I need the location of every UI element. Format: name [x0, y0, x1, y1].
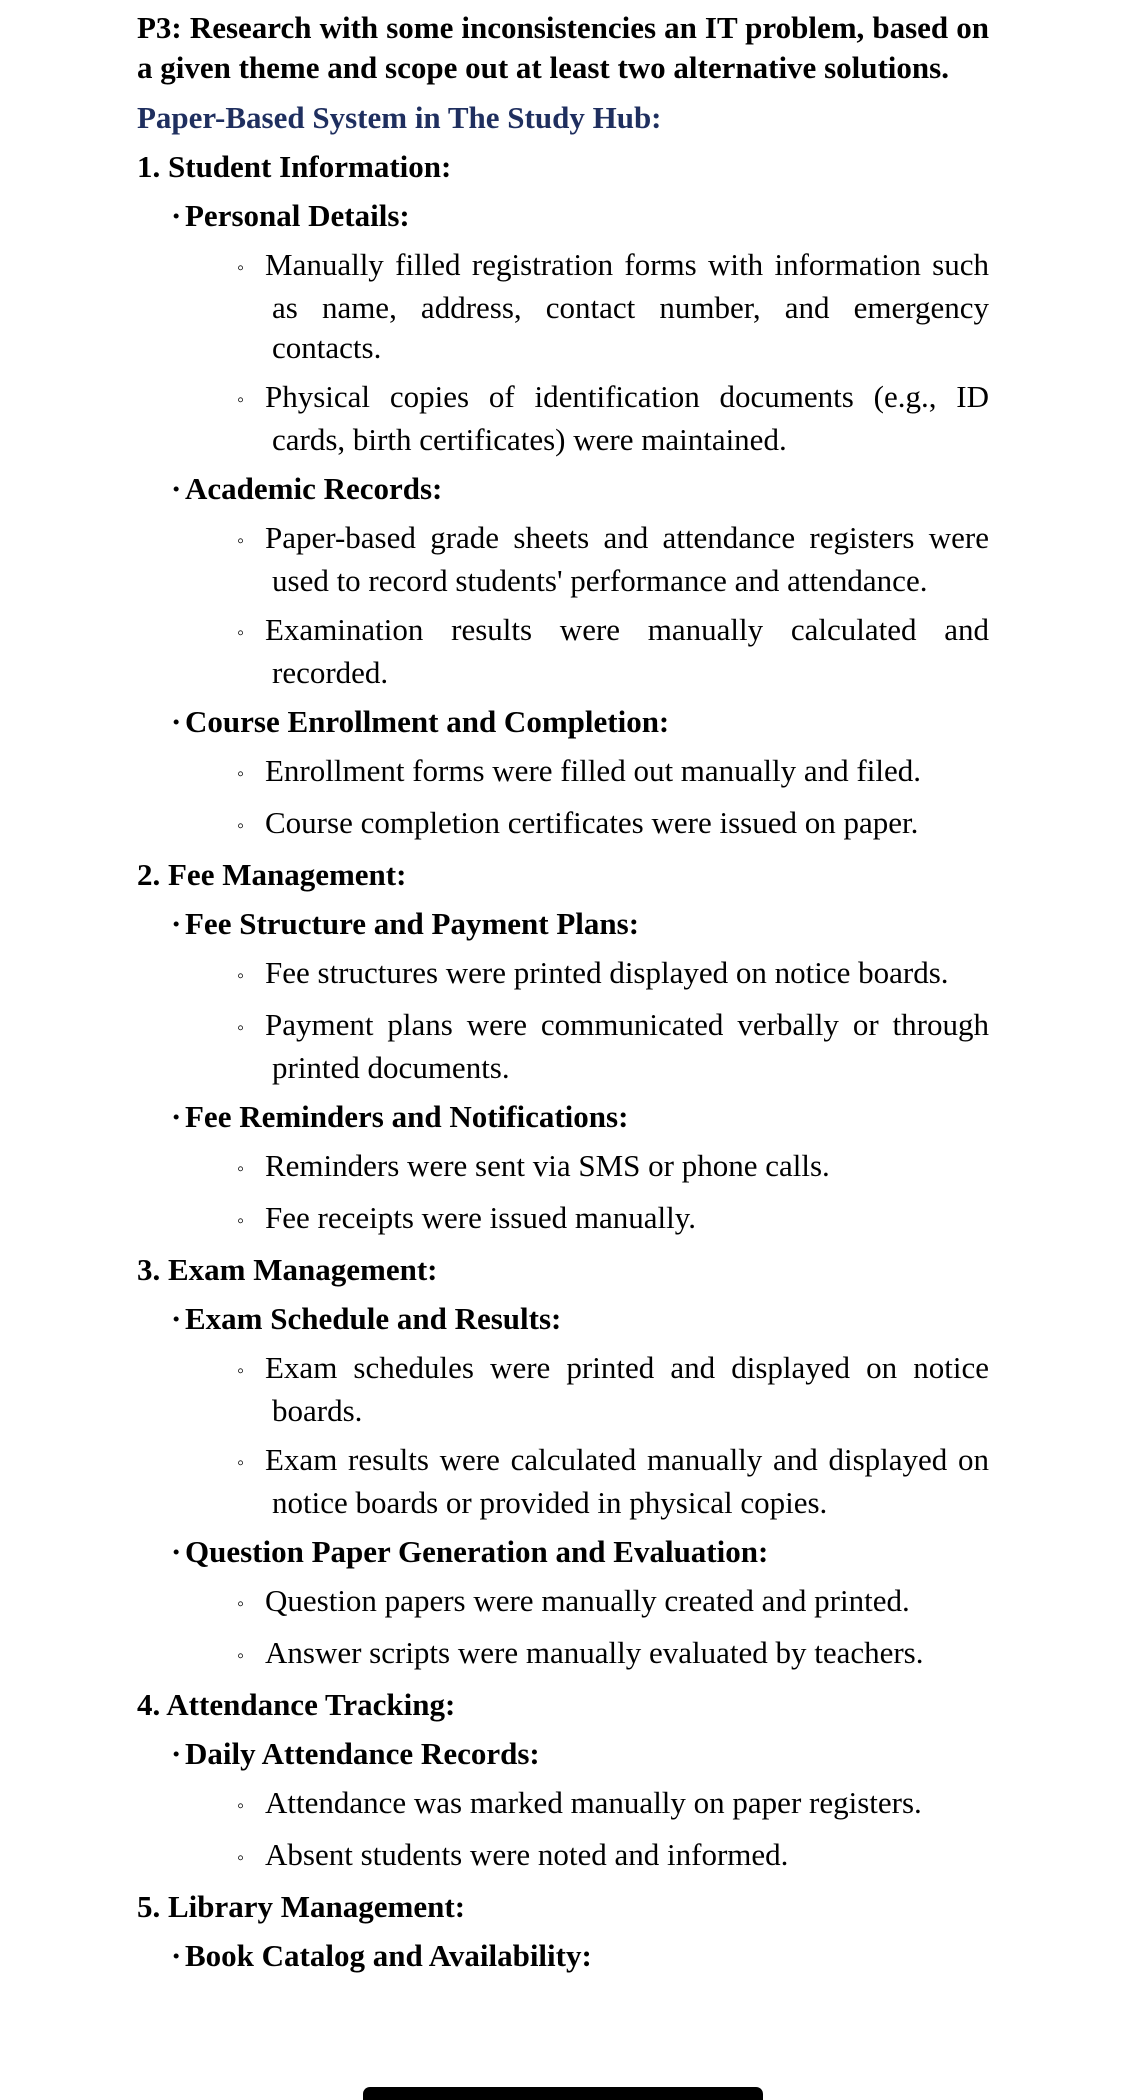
circle-bullet-icon: ◦: [237, 1360, 245, 1382]
list-item-text: Question papers were manually created and printed.: [265, 1583, 910, 1618]
list-item-text: Answer scripts were manually evaluated by teachers.: [265, 1635, 924, 1670]
subsection-label: Personal Details:: [185, 198, 410, 233]
list-item: [237, 1348, 989, 1431]
section-title: 1. Student Information:: [137, 149, 452, 184]
subsection-heading: [171, 1097, 989, 1137]
circle-bullet-icon: ◦: [237, 815, 245, 837]
list-item: [237, 1581, 989, 1624]
circle-bullet-icon: ◦: [237, 1593, 245, 1615]
bullet-icon: ·: [171, 906, 182, 941]
list-item-text: Exam schedules were printed and displayed on notice boards.: [265, 1350, 989, 1428]
section-title: 3. Exam Management:: [137, 1252, 438, 1287]
document-page: [137, 8, 989, 1985]
circle-bullet-icon: ◦: [237, 1158, 245, 1180]
circle-bullet-icon: ◦: [237, 1795, 245, 1817]
subsection-label: Fee Reminders and Notifications:: [185, 1099, 629, 1134]
subsection-label: Academic Records:: [185, 471, 443, 506]
circle-bullet-icon: ◦: [237, 1017, 245, 1039]
list-item: [237, 610, 989, 693]
subsection-heading: [171, 1532, 989, 1572]
list-item-text: Paper-based grade sheets and attendance registers were used to record students' performance and attendance.: [265, 520, 989, 598]
subsection-heading: [171, 1734, 989, 1774]
circle-bullet-icon: ◦: [237, 389, 245, 411]
subsection-label: Course Enrollment and Completion:: [185, 704, 670, 739]
list-item-text: Fee structures were printed displayed on notice boards.: [265, 955, 949, 990]
subsection-heading: [171, 469, 989, 509]
list-item-text: Physical copies of identification documents (e.g., ID cards, birth certificates) were maintained.: [265, 379, 989, 457]
sections-container: [137, 147, 989, 1976]
list-item-text: Reminders were sent via SMS or phone calls.: [265, 1148, 830, 1183]
circle-bullet-icon: ◦: [237, 763, 245, 785]
subsection-label: Fee Structure and Payment Plans:: [185, 906, 640, 941]
subsection-label: Question Paper Generation and Evaluation:: [185, 1534, 769, 1569]
bullet-icon: ·: [171, 198, 182, 233]
subsection-heading: [171, 702, 989, 742]
subsection-heading: [171, 1299, 989, 1339]
list-item-text: Exam results were calculated manually and displayed on notice boards or provided in physical copies.: [265, 1442, 989, 1520]
list-item: [237, 1783, 989, 1826]
bullet-icon: ·: [171, 704, 182, 739]
circle-bullet-icon: ◦: [237, 1452, 245, 1474]
circle-bullet-icon: ◦: [237, 1210, 245, 1232]
circle-bullet-icon: ◦: [237, 530, 245, 552]
bullet-icon: ·: [171, 1534, 182, 1569]
list-item: [237, 1146, 989, 1189]
list-item-text: Absent students were noted and informed.: [265, 1837, 789, 1872]
list-item: [237, 1835, 989, 1878]
section-title: 5. Library Management:: [137, 1889, 466, 1924]
list-item: [237, 751, 989, 794]
subsection-label: Daily Attendance Records:: [185, 1736, 540, 1771]
list-item-text: Manually filled registration forms with information such as name, address, contact number, and emergency contacts.: [265, 247, 989, 365]
circle-bullet-icon: ◦: [237, 1645, 245, 1667]
list-item: [237, 377, 989, 460]
subsection-label: Exam Schedule and Results:: [185, 1301, 562, 1336]
list-item-text: Fee receipts were issued manually.: [265, 1200, 696, 1235]
circle-bullet-icon: ◦: [237, 1847, 245, 1869]
circle-bullet-icon: ◦: [237, 622, 245, 644]
list-item: [237, 1198, 989, 1241]
list-item: [237, 1005, 989, 1088]
bullet-icon: ·: [171, 1099, 182, 1134]
list-item-text: Payment plans were communicated verbally or through printed documents.: [265, 1007, 989, 1085]
bullet-icon: ·: [171, 1938, 182, 1973]
list-item: [237, 1440, 989, 1523]
circle-bullet-icon: ◦: [237, 965, 245, 987]
list-item: [237, 803, 989, 846]
list-item-text: Attendance was marked manually on paper registers.: [265, 1785, 922, 1820]
section-title: 4. Attendance Tracking:: [137, 1687, 456, 1722]
subsection-heading: [171, 196, 989, 236]
home-indicator[interactable]: [363, 2087, 763, 2100]
bullet-icon: ·: [171, 471, 182, 506]
list-item: [237, 245, 989, 368]
list-item-text: Course completion certificates were issued on paper.: [265, 805, 919, 840]
list-item: [237, 1633, 989, 1676]
subsection-label: Book Catalog and Availability:: [185, 1938, 592, 1973]
bullet-icon: ·: [171, 1736, 182, 1771]
document-subtitle: Paper-Based System in The Study Hub:: [137, 100, 662, 135]
list-item: [237, 953, 989, 996]
section-title: 2. Fee Management:: [137, 857, 407, 892]
circle-bullet-icon: ◦: [237, 257, 245, 279]
subsection-heading: [171, 1936, 989, 1976]
task-prompt: P3: Research with some inconsistencies an IT problem, based on a given theme and scope out at least two alternative solutions.: [137, 10, 989, 85]
list-item-text: Enrollment forms were filled out manually and filed.: [265, 753, 921, 788]
bullet-icon: ·: [171, 1301, 182, 1336]
list-item: [237, 518, 989, 601]
list-item-text: Examination results were manually calculated and recorded.: [265, 612, 989, 690]
subsection-heading: [171, 904, 989, 944]
